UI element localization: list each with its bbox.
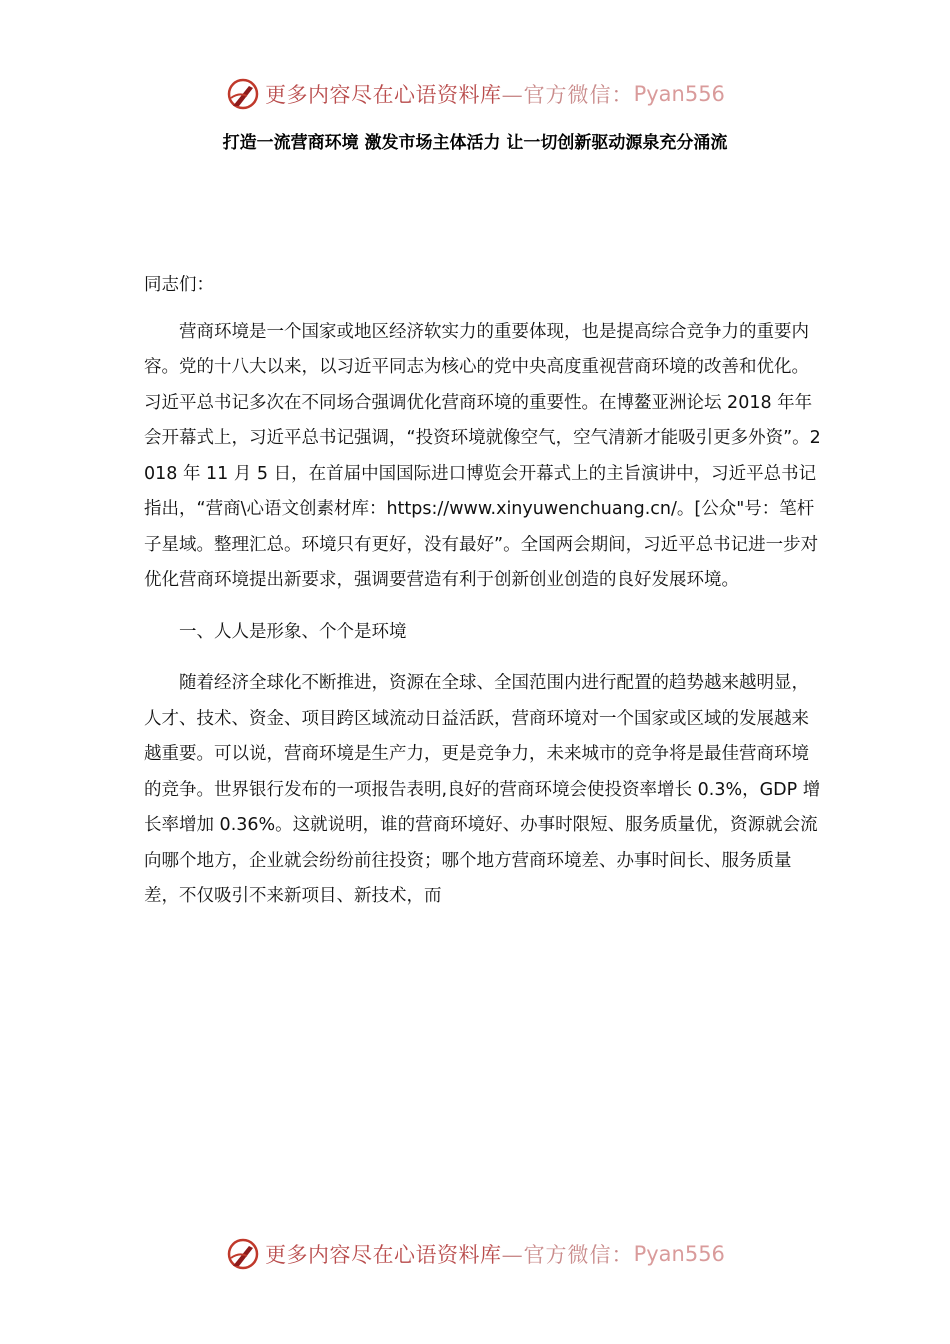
quill-logo-icon xyxy=(225,76,261,112)
banner-brand-text: 更多内容尽在心语资料库 xyxy=(265,1243,502,1267)
banner-wechat-label: —官方微信： xyxy=(501,83,634,107)
salutation: 同志们： xyxy=(144,275,214,295)
paragraph-intro: 营商环境是一个国家或地区经济软实力的重要体现，也是提高综合竞争力的重要内容。党的十八大以来，以习近平同志为核心的党中央高度重视营商环境的改善和优化。习近平总书记多次在不同场合强调优化营商环境的重要性。在博鳌亚洲论坛 2018 年年会开幕式上，习近平总书记强调，“投资环境就像空气，空气清新才能吸引更多外资”。2018 年 11 月 5 日，在首届中国国际进口博览会开幕式上的主旨演讲中，习近平总书记指出，“营商\心语文创素材库：https://www.xinyuwenchuang.cn/。[公众"号：笔杆子星域。整理汇总。环境只有更好，没有最好”。全国两会期间，习近平总书记进一步对优化营商环境提出新要求，强调要营造有利于创新创业创造的良好发展环境。 xyxy=(144,321,821,590)
banner-wechat-handle: Pyan556 xyxy=(633,1242,725,1266)
document-title: 打造一流营商环境 激发市场主体活力 让一切创新驱动源泉充分涌流 xyxy=(222,133,728,153)
quill-logo-icon xyxy=(225,1236,261,1272)
banner-wechat-handle: Pyan556 xyxy=(633,82,725,106)
section-heading-1: 一、人人是形象、个个是环境 xyxy=(179,621,407,642)
banner-wechat-label: —官方微信： xyxy=(501,1243,634,1267)
document-body xyxy=(144,268,824,931)
footer-banner xyxy=(0,1232,950,1276)
paragraph-section-1: 随着经济全球化不断推进，资源在全球、全国范围内进行配置的趋势越来越明显，人才、技术、资金、项目跨区域流动日益活跃，营商环境对一个国家或区域的发展越来越重要。可以说，营商环境是生产力，更是竞争力，未来城市的竞争将是最佳营商环境的竞争。世界银行发布的一项报告表明,良好的营商环境会使投资率增长 0.3%，GDP 增长率增加 0.36%。这就说明，谁的营商环境好、办事时限短、服务质量优，资源就会流向哪个地方，企业就会纷纷前往投资；哪个地方营商环境差、办事时间长、服务质量差，不仅吸引不来新项目、新技术，而 xyxy=(144,673,821,906)
header-banner xyxy=(0,72,950,116)
banner-brand-text: 更多内容尽在心语资料库 xyxy=(265,83,502,107)
